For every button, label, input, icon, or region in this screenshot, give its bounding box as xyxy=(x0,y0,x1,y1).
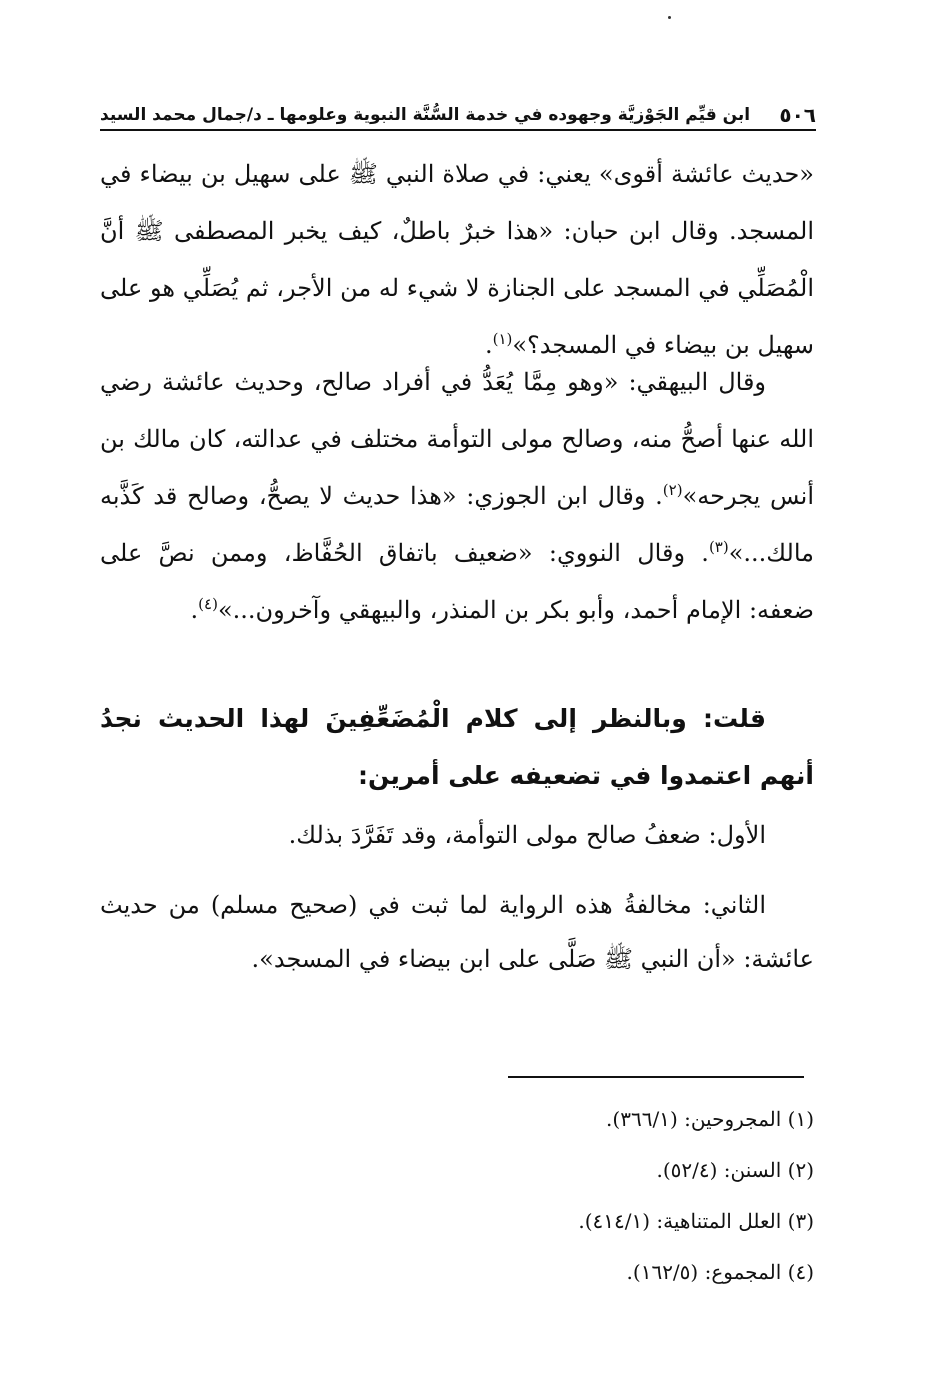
paragraph-2-text-b: . وقال ابن الجوزي: «هذا حديث لا يصحُّ، وصالح قد كَذَّبه مالك...» xyxy=(100,482,814,567)
paragraph-3-bold xyxy=(100,690,814,804)
paragraph-3-text: قلت: وبالنظر إلى كلام الْمُضَعِّفِينَ لهذا الحديث نجدُ أنهم اعتمدوا في تضعيفه على أمرين: xyxy=(100,704,814,790)
footnote-ref-1: (١) xyxy=(492,330,513,348)
footnote-ref-3: (٣) xyxy=(708,538,729,556)
paragraph-2-text-c: . وقال النووي: «ضعيف باتفاق الحُفَّاظ، وممن نصَّ على ضعفه: الإمام أحمد، وأبو بكر بن المنذر، والبيهقي وآخرون...» xyxy=(100,539,814,624)
paragraph-1 xyxy=(100,146,814,374)
running-header xyxy=(100,96,816,130)
paragraph-2-end: . xyxy=(190,596,199,624)
footnote-1: (١) المجروحين: (٣٦٦/١). xyxy=(606,1107,814,1131)
footnote-4: (٤) المجموع: (١٦٢/٥). xyxy=(626,1260,814,1284)
footnote-ref-2: (٢) xyxy=(662,481,683,499)
paragraph-2 xyxy=(100,354,814,639)
paragraph-5 xyxy=(100,878,814,986)
footnote-ref-4: (٤) xyxy=(198,595,218,613)
header-title: ابن قيِّم الجَوْزيَّة وجهوده في خدمة السُّنَّة النبوية وعلومها ـ د/جمال محمد السيد xyxy=(100,105,751,125)
header-rule xyxy=(100,129,816,131)
footnotes xyxy=(214,1094,814,1298)
paragraph-2-text-a: وقال البيهقي: «وهو مِمَّا يُعَدُّ في أفراد صالح، وحديث عائشة رضي الله عنها أصحُّ منه، وصالح مولى التوأمة مختلف في عدالته، كان مالك بن أنس يجرحه» xyxy=(100,368,815,510)
paragraph-1-text: «حديث عائشة أقوى» يعني: في صلاة النبي ﷺ على سهيل بن بيضاء في المسجد. وقال ابن حبان: «هذا خبرٌ باطلٌ، كيف يخبر المصطفى ﷺ أنَّ الْمُصَلِّي في المسجد على الجنازة لا شيء له من الأجر، ثم يُصَلِّي هو على سهيل بن بيضاء في المسجد؟» xyxy=(100,160,815,359)
paragraph-4 xyxy=(100,810,814,860)
paragraph-4-text: الأول: ضعفُ صالح مولى التوأمة، وقد تَفَرَّدَ بذلك. xyxy=(288,821,766,849)
footnote-rule xyxy=(508,1076,804,1078)
footnote-2: (٢) السنن: (٥٢/٤). xyxy=(656,1158,814,1182)
page-number: ٥٠٦ xyxy=(779,103,816,127)
paragraph-1-end: . xyxy=(484,331,493,359)
paragraph-5-text: الثاني: مخالفةُ هذه الرواية لما ثبت في (صحيح مسلم) من حديث عائشة: «أن النبي ﷺ صَلَّى على ابن بيضاء في المسجد». xyxy=(100,891,814,973)
scan-speck xyxy=(668,16,671,19)
footnote-3: (٣) العلل المتناهية: (٤١٤/١). xyxy=(578,1209,814,1233)
